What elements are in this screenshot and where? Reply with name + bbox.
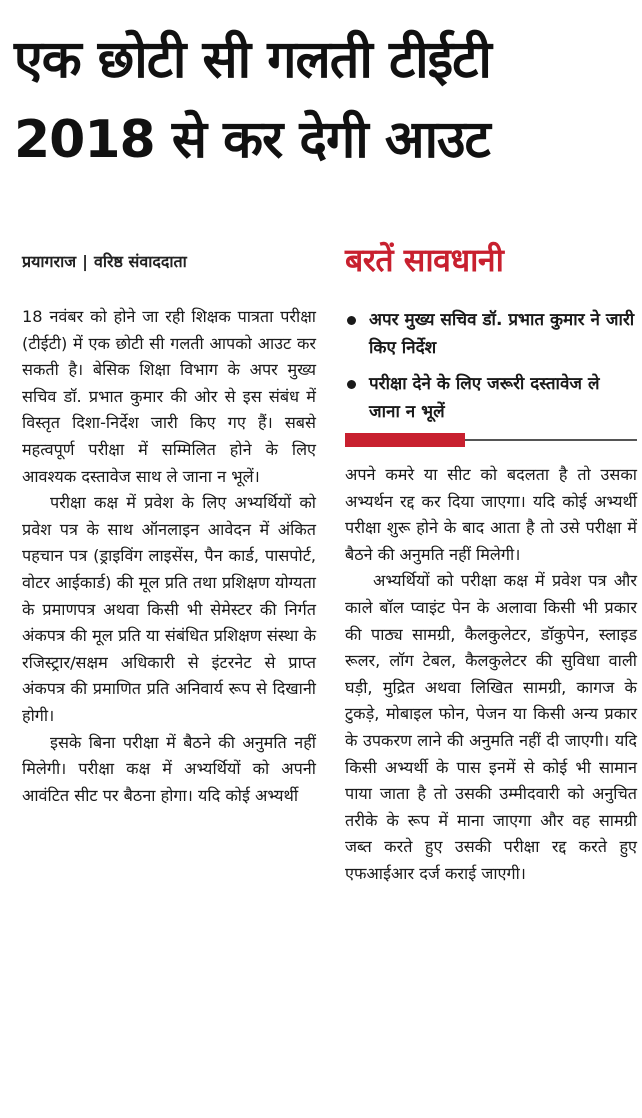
sidebar-point-text: परीक्षा देने के लिए जरूरी दस्तावेज ले जाना न भूलें: [369, 374, 600, 422]
sidebar-divider-accent: [345, 433, 465, 447]
byline: [22, 250, 187, 272]
sidebar-title: बरतें सावधानी: [345, 241, 504, 279]
article-paragraph: 18 नवंबर को होने जा रही शिक्षक पात्रता परीक्षा (टीईटी) में एक छोटी सी गलती आपको आउट कर सकती है। बेसिक शिक्षा विभाग के अपर मुख्य सचिव डॉ. प्रभात कुमार की ओर से इस संबंध में विस्तृत दिशा-निर्देश जारी किए गए हैं। सबसे महत्वपूर्ण परीक्षा में सम्मिलित होने के लिए आवश्यक दस्तावेज साथ ले जाना न भूलें।: [22, 307, 316, 486]
sidebar-point: [345, 370, 635, 426]
sidebar-divider-rule: [465, 439, 637, 441]
article-paragraph: इसके बिना परीक्षा में बैठने की अनुमति नहीं मिलेगी। परीक्षा कक्ष में अभ्यर्थियों को अपनी आवंटित सीट पर बैठना होगा। यदि कोई अभ्यर्थी: [22, 732, 316, 805]
article-paragraph: परीक्षा कक्ष में प्रवेश के लिए अभ्यर्थियों को प्रवेश पत्र के साथ ऑनलाइन आवेदन में अंकित पहचान पत्र (ड्राइविंग लाइसेंस, पैन कार्ड, पासपोर्ट, वोटर आईकार्ड) की मूल प्रति तथा प्रशिक्षण योग्यता के प्रमाणपत्र अथवा किसी भी सेमेस्टर की निर्गत अंकपत्र की मूल प्रति या संबंधित प्रशिक्षण संस्था के रजिस्ट्रार/सक्षम अधिकारी से इंटरनेट से प्राप्त अंकपत्र की प्रमाणित प्रति अनिवार्य रूप से दिखानी होगी।: [22, 493, 316, 725]
sidebar-point-text: अपर मुख्य सचिव डॉ. प्रभात कुमार ने जारी किए निर्देश: [369, 310, 635, 358]
headline: एक छोटी सी गलती टीईटी 2018 से कर देगी आउट: [14, 30, 491, 170]
bullet-icon: [347, 380, 356, 389]
article-paragraph: अभ्यर्थियों को परीक्षा कक्ष में प्रवेश पत्र और काले बॉल प्वाइंट पेन के अलावा किसी भी प्रकार की पाठ्य सामग्री, कैलकुलेटर, डॉकुपेन, स्लाइड रूलर, लॉग टेबल, कैलकुलेटर की सुविधा वाली घड़ी, मुद्रित अथवा लिखित सामग्री, कागज के टुकड़े, मोबाइल फोन, पेजन या किसी अन्य प्रकार के उपकरण लाने की अनुमति नहीं दी जाएगी। यदि किसी अभ्यर्थी के पास इनमें से कोई भी सामान पाया जाता है तो उसकी उम्मीदवारी को अनुचित तरीके के रूप में माना जाएगा और वह सामग्री जब्त करते हुए उसकी परीक्षा रद्द करते हुए एफआईआर दर्ज कराई जाएगी।: [345, 571, 637, 883]
article-column-left: [22, 304, 316, 809]
sidebar-point: [345, 306, 635, 362]
article-column-right: [345, 462, 637, 888]
bullet-icon: [347, 316, 356, 325]
sidebar-points: [345, 306, 635, 434]
article-paragraph: अपने कमरे या सीट को बदलता है तो उसका अभ्यर्थन रद्द कर दिया जाएगा। यदि कोई अभ्यर्थी परीक्षा शुरू होने के बाद आता है तो उसे परीक्षा में बैठने की अनुमति नहीं मिलेगी।: [345, 465, 637, 564]
byline-separator: |: [82, 252, 88, 271]
byline-location: प्रयागराज: [22, 252, 77, 271]
byline-author: वरिष्ठ संवाददाता: [93, 252, 187, 271]
